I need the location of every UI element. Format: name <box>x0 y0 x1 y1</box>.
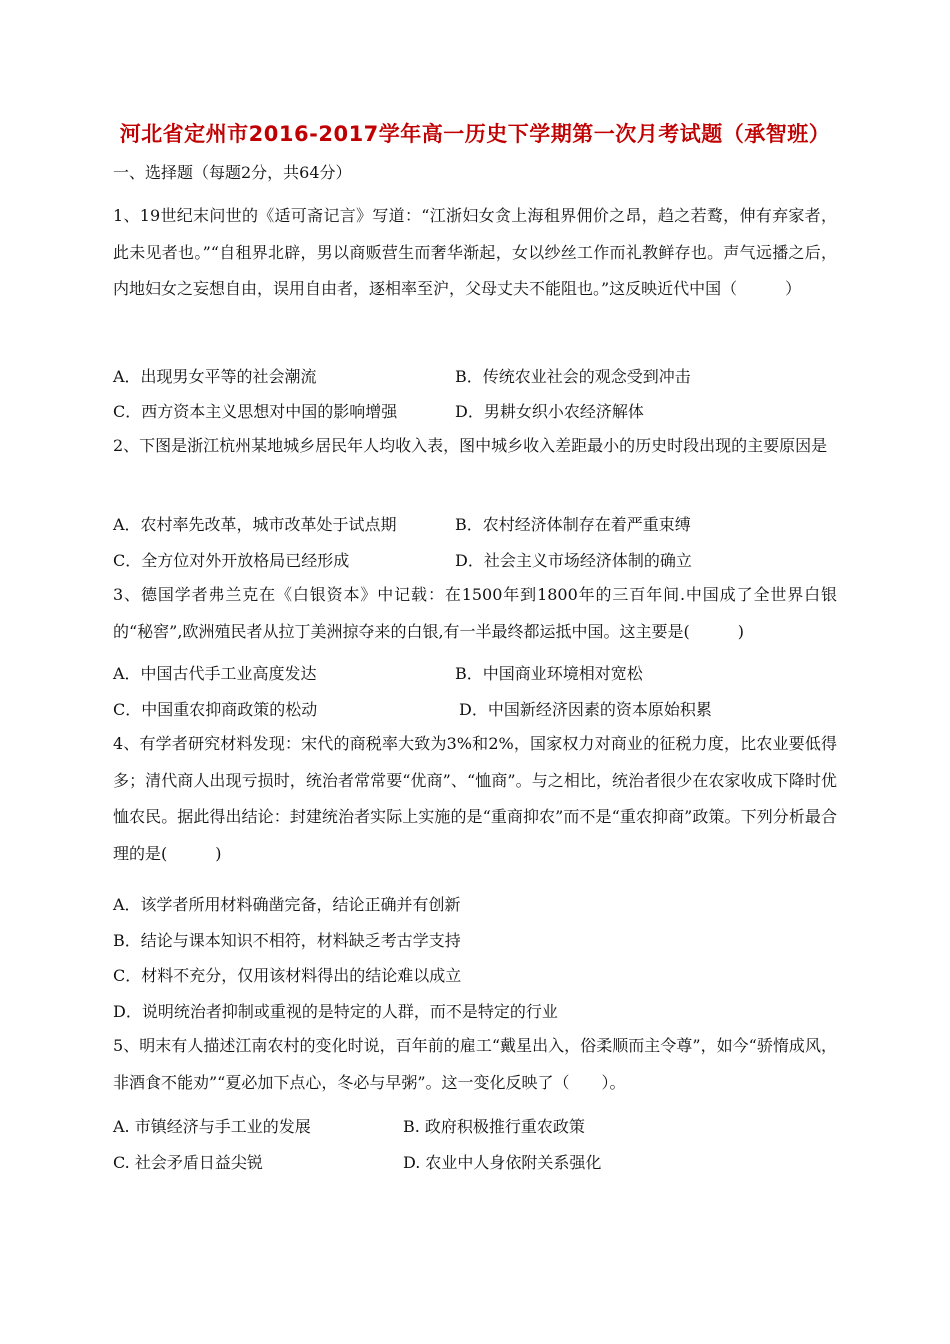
question-5-option-d: D. 农业中人身依附关系强化 <box>403 1153 602 1172</box>
question-5-stem: 5、明末有人描述江南农村的变化时说，百年前的雇工“戴星出入，俗柔顺而主令尊”，如今“骄惰成风，非酒食不能劝”“夏必加下点心，冬必与早粥”。这一变化反映了（ ）。 <box>113 1036 837 1092</box>
question-3-stem: 3、德国学者弗兰克在《白银资本》中记载：在1500年到1800年的三百年间.中国成了全世界白银的“秘窖”,欧洲殖民者从拉丁美洲掠夺来的白银,有一半最终都运抵中国。这主要是( ) <box>113 585 837 641</box>
question-1-option-c: C．西方资本主义思想对中国的影响增强 <box>113 402 398 421</box>
question-2-option-c: C．全方位对外开放格局已经形成 <box>113 551 350 570</box>
question-2-option-b: B．农村经济体制存在着严重束缚 <box>455 515 691 534</box>
question-1-option-d: D．男耕女织小农经济解体 <box>455 402 644 421</box>
question-3-option-b: B．中国商业环境相对宽松 <box>455 664 643 683</box>
question-4-option-d: D．说明统治者抑制或重视的是特定的人群，而不是特定的行业 <box>113 1002 558 1021</box>
question-2-stem: 2、下图是浙江杭州某地城乡居民年人均收入表，图中城乡收入差距最小的历史时段出现的主要原因是 <box>113 436 828 455</box>
question-1-option-a: A．出现男女平等的社会潮流 <box>113 367 317 386</box>
question-2-option-a: A．农村率先改革，城市改革处于试点期 <box>113 515 397 534</box>
question-3-option-a: A．中国古代手工业高度发达 <box>113 664 317 683</box>
question-4-option-c: C．材料不充分，仅用该材料得出的结论难以成立 <box>113 966 462 985</box>
page-title: 河北省定州市2016-2017学年高一历史下学期第一次月考试题（承智班） <box>119 122 831 146</box>
question-1-option-b: B．传统农业社会的观念受到冲击 <box>455 367 691 386</box>
section-heading: 一、选择题（每题2分，共64分） <box>113 163 352 182</box>
question-1-stem: 1、19世纪末问世的《适可斋记言》写道：“江浙妇女贪上海租界佣价之昂，趋之若鹜，伸有弃家者，此未见者也。”“自租界北辟，男以商贩营生而奢华渐起，女以纱丝工作而礼教鲜存也。声气远播之后，内地妇女之妄想自由，误用自由者，逐相率至沪，父母丈夫不能阻也。”这反映近代中国（ ） <box>113 206 837 298</box>
question-5-option-a: A. 市镇经济与手工业的发展 <box>113 1117 311 1136</box>
question-2-option-d: D．社会主义市场经济体制的确立 <box>455 551 692 570</box>
question-3-option-c: C．中国重农抑商政策的松动 <box>113 700 318 719</box>
question-5-option-c: C. 社会矛盾日益尖锐 <box>113 1153 263 1172</box>
question-4-option-a: A．该学者所用材料确凿完备，结论正确并有创新 <box>113 895 461 914</box>
question-4-option-b: B．结论与课本知识不相符，材料缺乏考古学支持 <box>113 931 461 950</box>
question-4-stem: 4、有学者研究材料发现：宋代的商税率大致为3%和2%，国家权力对商业的征税力度，比农业要低得多；清代商人出现亏损时，统治者常常要“优商”、“恤商”。与之相比，统治者很少在农家收成下降时优恤农民。据此得出结论：封建统治者实际上实施的是“重商抑农”而不是“重农抑商”政策。下列分析最合理的是( ) <box>113 734 837 863</box>
question-5-option-b: B. 政府积极推行重农政策 <box>403 1117 585 1136</box>
question-3-option-d: D．中国新经济因素的资本原始积累 <box>459 700 712 719</box>
